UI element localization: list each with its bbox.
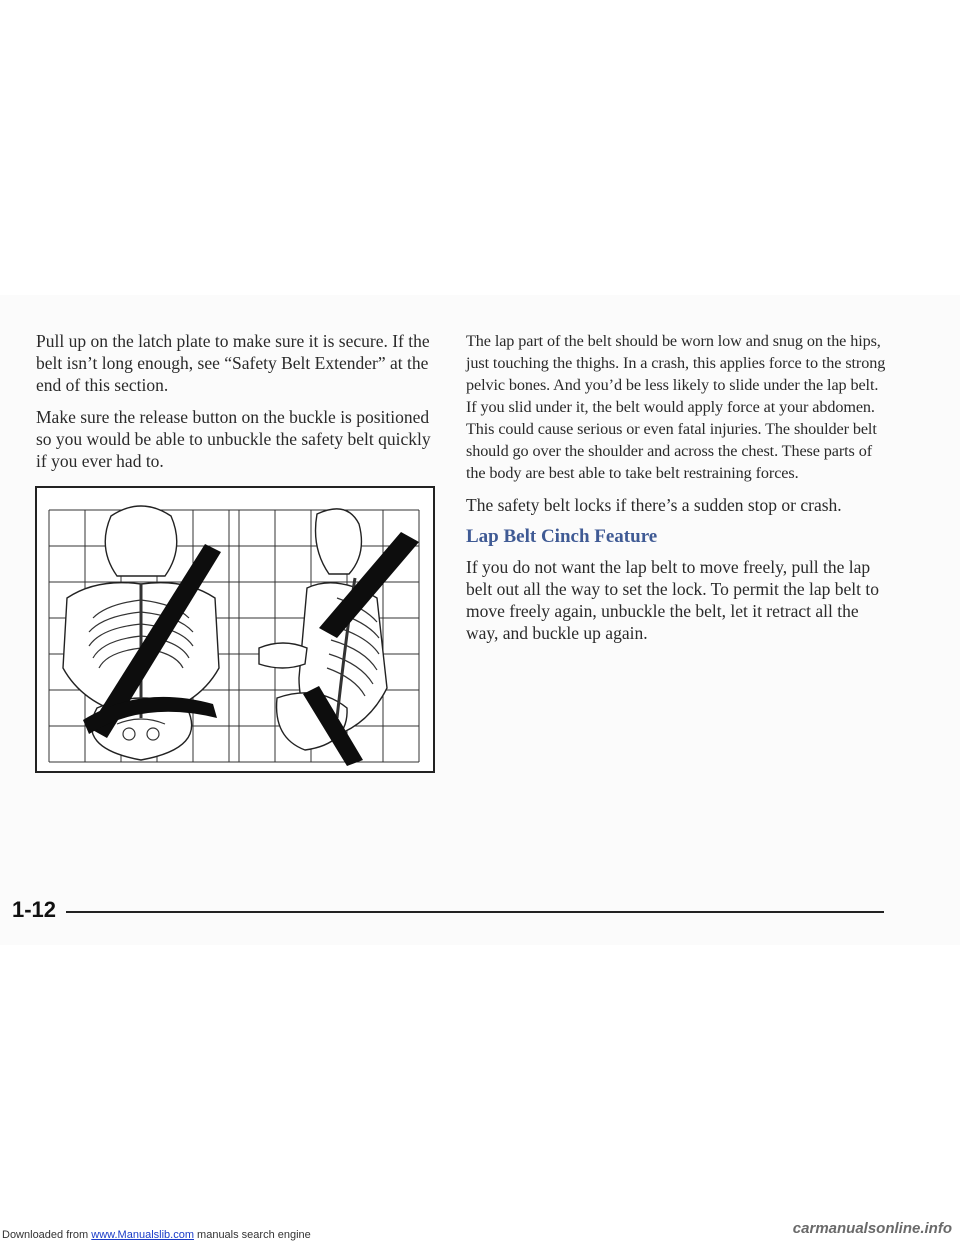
watermark: carmanualsonline.info [792,1220,952,1237]
download-suffix: manuals search engine [193,1229,311,1241]
section-heading: Lap Belt Cinch Feature [466,526,658,547]
manualslib-link[interactable]: www.Manualslib.com [91,1229,194,1241]
release-button-paragraph: Make sure the release button on the buckle is positioned so you would be able to unbuckle the safety belt quickly if you ever had to. [36,407,431,471]
latch-plate-paragraph: Pull up on the latch plate to make sure it is secure. If the belt isn’t long enough, see “Safety Belt Extender” at the end of this section. [36,331,430,395]
skeleton-illustration-icon [37,488,433,771]
belt-locks-paragraph: The safety belt locks if there’s a sudden stop or crash. [466,495,842,515]
cinch-feature-paragraph: If you do not want the lap belt to move freely, pull the lap belt out all the way to set the lock. To permit the lap belt to move freely again, unbuckle the belt, let it retract all the way, and buckle up again. [466,557,880,643]
lap-belt-paragraph: The lap part of the belt should be worn low and snug on the hips, just touching the thighs. In a crash, this applies force to the strong pelvic bones. And you’d be less likely to slide under the lap belt. If you slid under it, the belt would apply force at your abdomen. This could cause serious or even fatal injuries. The shoulder belt should go over the shoulder and across the chest. These parts of the body are best able to take belt restraining forces. [466,332,886,482]
left-column [36,330,434,482]
right-column [466,330,886,654]
download-note [2,1229,311,1241]
safety-belt-figure [35,486,435,773]
footer-rule [66,911,884,913]
page-number: 1-12 [12,897,57,922]
download-prefix: Downloaded from [2,1229,92,1241]
